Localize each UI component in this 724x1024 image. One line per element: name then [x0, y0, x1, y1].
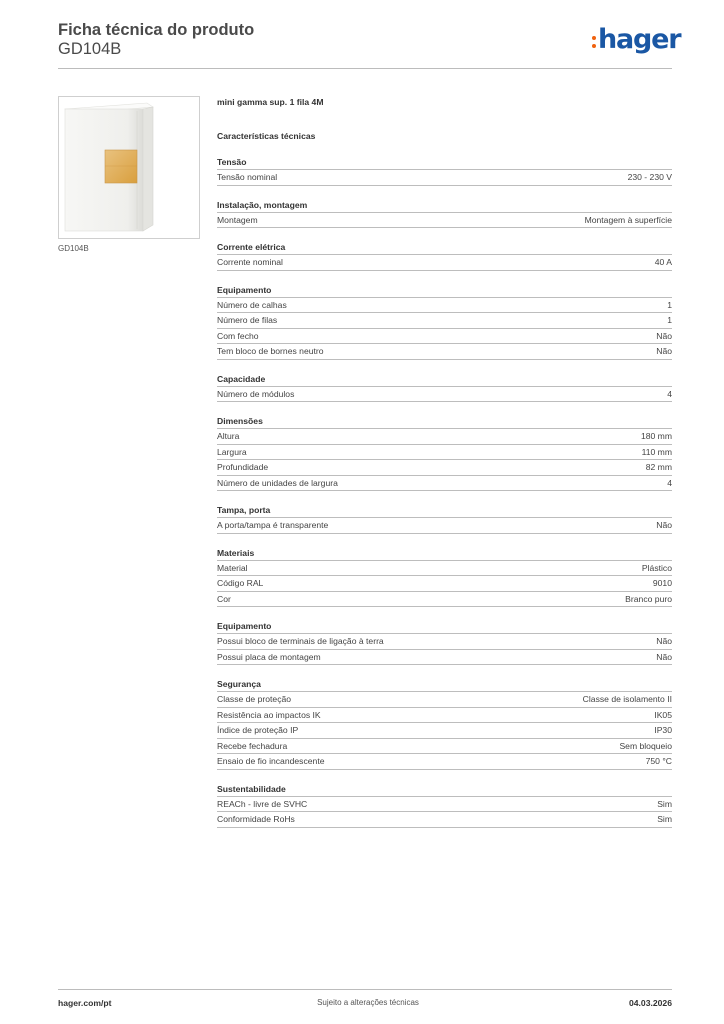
spec-value: 9010: [652, 578, 672, 588]
spec-value: 1: [667, 315, 672, 325]
spec-label: Largura: [217, 446, 247, 457]
spec-label: Altura: [217, 431, 240, 441]
spec-value: Plástico: [641, 562, 672, 573]
spec-value: Não: [656, 346, 672, 356]
specifications-panel: [217, 95, 672, 828]
spec-label: A porta/tampa é transparente: [217, 520, 329, 530]
spec-row: [217, 329, 672, 345]
spec-value: IP30: [654, 725, 672, 735]
spec-row: [217, 797, 672, 813]
spec-row: [217, 650, 672, 666]
section-title: Características técnicas: [217, 131, 316, 141]
spec-value: Sim: [657, 798, 672, 809]
spec-label: Recebe fechadura: [217, 740, 288, 751]
spec-label: Material: [217, 562, 248, 573]
spec-row: [217, 518, 672, 534]
spec-row: [217, 344, 672, 360]
spec-value: 180 mm: [640, 431, 672, 441]
spec-label: Tensão nominal: [217, 172, 278, 182]
spec-group-title: Corrente elétrica: [217, 240, 672, 255]
spec-value: Montagem à superfície: [584, 214, 672, 225]
spec-group-title: Equipamento: [217, 283, 672, 298]
product-caption: GD104B: [58, 244, 89, 253]
spec-row: [217, 313, 672, 329]
spec-value: 82 mm: [645, 462, 672, 472]
spec-label: Número de módulos: [217, 388, 295, 399]
spec-row: [217, 170, 672, 186]
spec-label: Código RAL: [217, 578, 264, 588]
spec-value: 4: [667, 388, 672, 399]
spec-value: Não: [656, 330, 672, 341]
spec-label: Número de calhas: [217, 299, 287, 310]
spec-label: Possui placa de montagem: [217, 651, 321, 662]
spec-row: [217, 723, 672, 739]
footer-date: 04.03.2026: [628, 998, 672, 1008]
spec-row: [217, 708, 672, 724]
spec-group: [217, 155, 672, 186]
spec-group-title: Instalação, montagem: [217, 198, 672, 213]
spec-value: 1: [667, 299, 672, 310]
product-image: [58, 96, 200, 239]
spec-row: [217, 739, 672, 755]
logo-dots-icon: [592, 36, 597, 52]
spec-group-title: Sustentabilidade: [217, 782, 672, 797]
spec-group-title: Capacidade: [217, 372, 672, 387]
spec-row: [217, 754, 672, 770]
spec-value: 230 - 230 V: [627, 172, 672, 182]
spec-row: [217, 445, 672, 461]
spec-group: [217, 782, 672, 828]
spec-label: Número de unidades de largura: [217, 477, 338, 488]
spec-label: Número de filas: [217, 315, 278, 325]
spec-label: Ensaio de fio incandescente: [217, 756, 325, 766]
spec-value: Sem bloqueio: [619, 740, 672, 751]
spec-row: [217, 812, 672, 828]
spec-group: [217, 240, 672, 271]
spec-group: [217, 503, 672, 534]
spec-label: Resistência ao impactos IK: [217, 709, 321, 720]
spec-value: Classe de isolamento II: [582, 694, 672, 704]
spec-groups: [217, 155, 672, 828]
spec-group: [217, 677, 672, 770]
spec-row: [217, 592, 672, 608]
footer-note: Sujeito a alterações técnicas: [317, 998, 419, 1007]
spec-row: [217, 692, 672, 708]
page-title: Ficha técnica do produto: [58, 21, 255, 39]
spec-label: Montagem: [217, 214, 258, 225]
spec-label: REACh - livre de SVHC: [217, 798, 308, 809]
spec-label: Classe de proteção: [217, 694, 292, 704]
spec-group: [217, 546, 672, 608]
product-code-title: GD104B: [58, 40, 122, 58]
spec-label: Índice de proteção IP: [217, 725, 299, 735]
spec-row: [217, 561, 672, 577]
spec-value: Branco puro: [625, 593, 672, 604]
spec-value: 110 mm: [641, 446, 672, 457]
spec-label: Cor: [217, 593, 231, 604]
footer-divider: [58, 989, 672, 990]
spec-row: [217, 576, 672, 592]
spec-value: 4: [667, 477, 672, 488]
spec-value: 40 A: [654, 257, 672, 267]
spec-group: [217, 372, 672, 403]
spec-group-title: Segurança: [217, 677, 672, 692]
spec-label: Corrente nominal: [217, 257, 283, 267]
spec-row: [217, 298, 672, 314]
spec-group: [217, 414, 672, 491]
spec-label: Conformidade RoHs: [217, 814, 295, 824]
footer-website: hager.com/pt: [58, 998, 112, 1008]
spec-group: [217, 283, 672, 360]
spec-group: [217, 198, 672, 229]
spec-row: [217, 255, 672, 271]
spec-value: Sim: [657, 814, 672, 824]
spec-row: [217, 213, 672, 229]
spec-group-title: Tampa, porta: [217, 503, 672, 518]
spec-label: Tem bloco de bornes neutro: [217, 346, 324, 356]
spec-group-title: Tensão: [217, 155, 672, 170]
spec-row: [217, 460, 672, 476]
spec-row: [217, 476, 672, 492]
spec-label: Com fecho: [217, 330, 259, 341]
spec-label: Profundidade: [217, 462, 269, 472]
enclosure-product-photo-icon: [59, 97, 199, 238]
logo-text: hager: [598, 24, 681, 55]
spec-group-title: Dimensões: [217, 414, 672, 429]
spec-value: Não: [656, 651, 672, 662]
spec-value: Não: [656, 520, 672, 530]
spec-row: [217, 429, 672, 445]
spec-value: 750 °C: [645, 756, 672, 766]
spec-label: Possui bloco de terminais de ligação à terra: [217, 636, 384, 646]
spec-value: IK05: [654, 709, 672, 720]
spec-group-title: Materiais: [217, 546, 672, 561]
hager-logo: [592, 24, 681, 57]
spec-row: [217, 634, 672, 650]
product-description: mini gamma sup. 1 fila 4M: [217, 97, 324, 107]
spec-value: Não: [656, 636, 672, 646]
spec-group-title: Equipamento: [217, 619, 672, 634]
spec-row: [217, 387, 672, 403]
header-divider: [58, 68, 672, 69]
spec-group: [217, 619, 672, 665]
